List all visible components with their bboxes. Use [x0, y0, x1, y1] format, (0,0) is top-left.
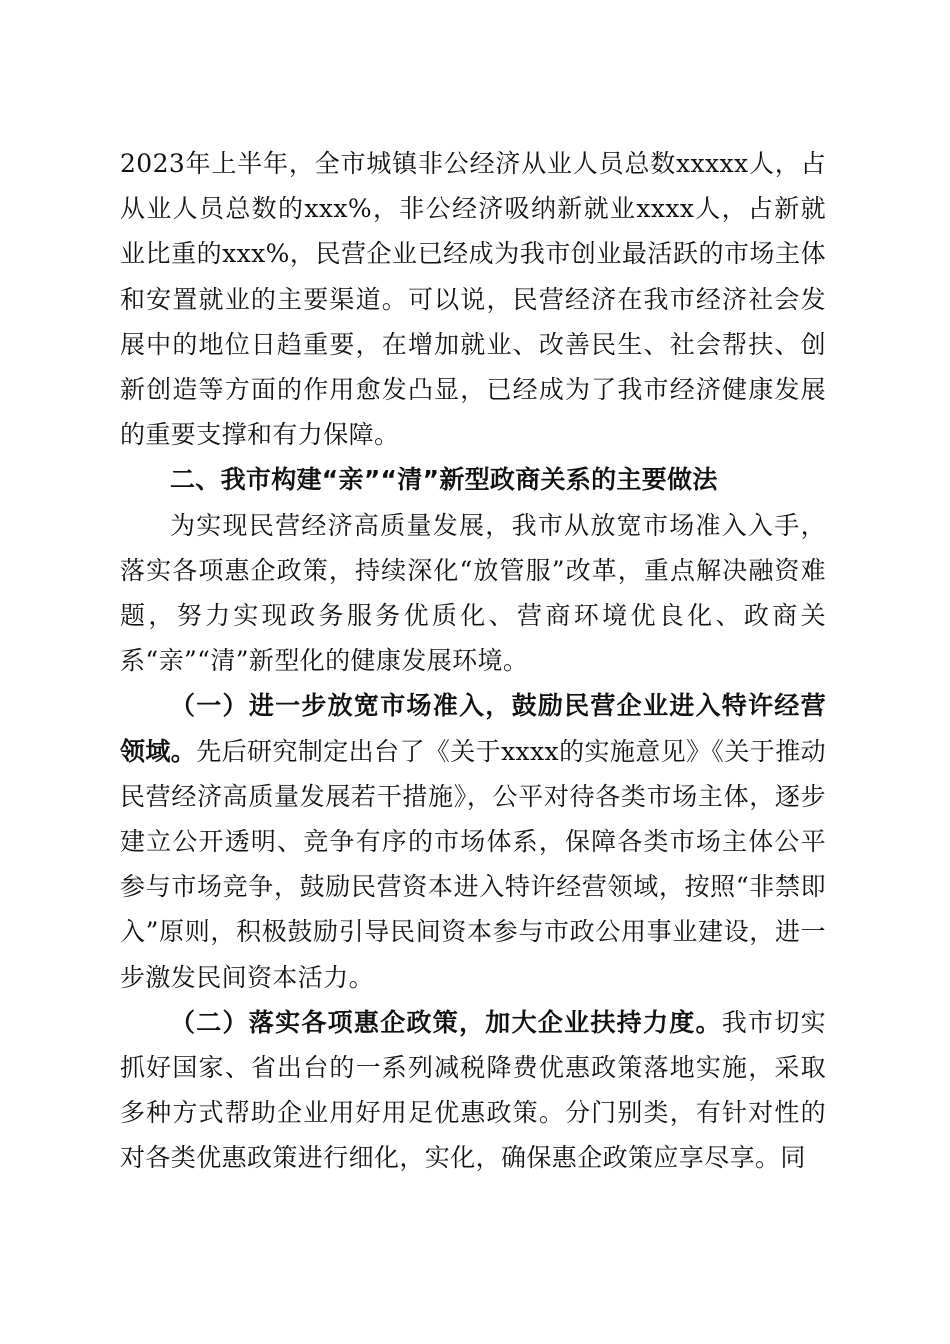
paragraph-employment-stats: 2023年上半年，全市城镇非公经济从业人员总数xxxxx人，占从业人员总数的xxx%，非公经济吸纳新就业xxxx人，占新就业比重的xxx%，民营企业已经成为我市创业最活跃的市场主体和安置就业的主要渠道。可以说，民营经济在我市经济社会发展中的地位日趋重要，在增加就业、改善民生、社会帮扶、创新创造等方面的作用愈发凸显，已经成为了我市经济健康发展的重要支撑和有力保障。 — [120, 149, 826, 450]
section-heading-main-practices: 二、我市构建“亲”“清”新型政商关系的主要做法 — [170, 465, 718, 495]
document-page — [120, 141, 826, 1181]
paragraph-policy-support — [120, 1000, 826, 1181]
subsection-body-policy-support: 我市切实抓好国家、省出台的一系列减税降费优惠政策落地实施，采取多种方式帮助企业用好用足优惠政策。分门别类，有针对性的对各类优惠政策进行细化，实化，确保惠企政策应享尽享。同 — [120, 1007, 826, 1173]
subsection-body-market-access: 先后研究制定出台了《关于xxxx的实施意见》《关于推动民营经济高质量发展若干措施》，公平对待各类市场主体，逐步建立公开透明、竞争有序的市场体系，保障各类市场主体公平参与市场竞争，鼓励民营资本进入特许经营领域，按照“非禁即入”原则，积极鼓励引导民间资本参与市政公用事业建设，进一步激发民间资本活力。 — [120, 736, 827, 992]
paragraph-intro-practices: 为实现民营经济高质量发展，我市从放宽市场准入入手，落实各项惠企政策，持续深化“放管服”改革，重点解决融资难题，努力实现政务服务优质化、营商环境优良化、政商关系“亲”“清”新型化的健康发展环境。 — [120, 510, 826, 676]
subsection-title-policy-support: （二）落实各项惠企政策，加大企业扶持力度。 — [170, 1007, 722, 1037]
paragraph-market-access — [120, 683, 826, 999]
subsection-title-market-access: （一）进一步放宽市场准入，鼓励民营企业进入特许经营领域。 — [120, 691, 826, 766]
